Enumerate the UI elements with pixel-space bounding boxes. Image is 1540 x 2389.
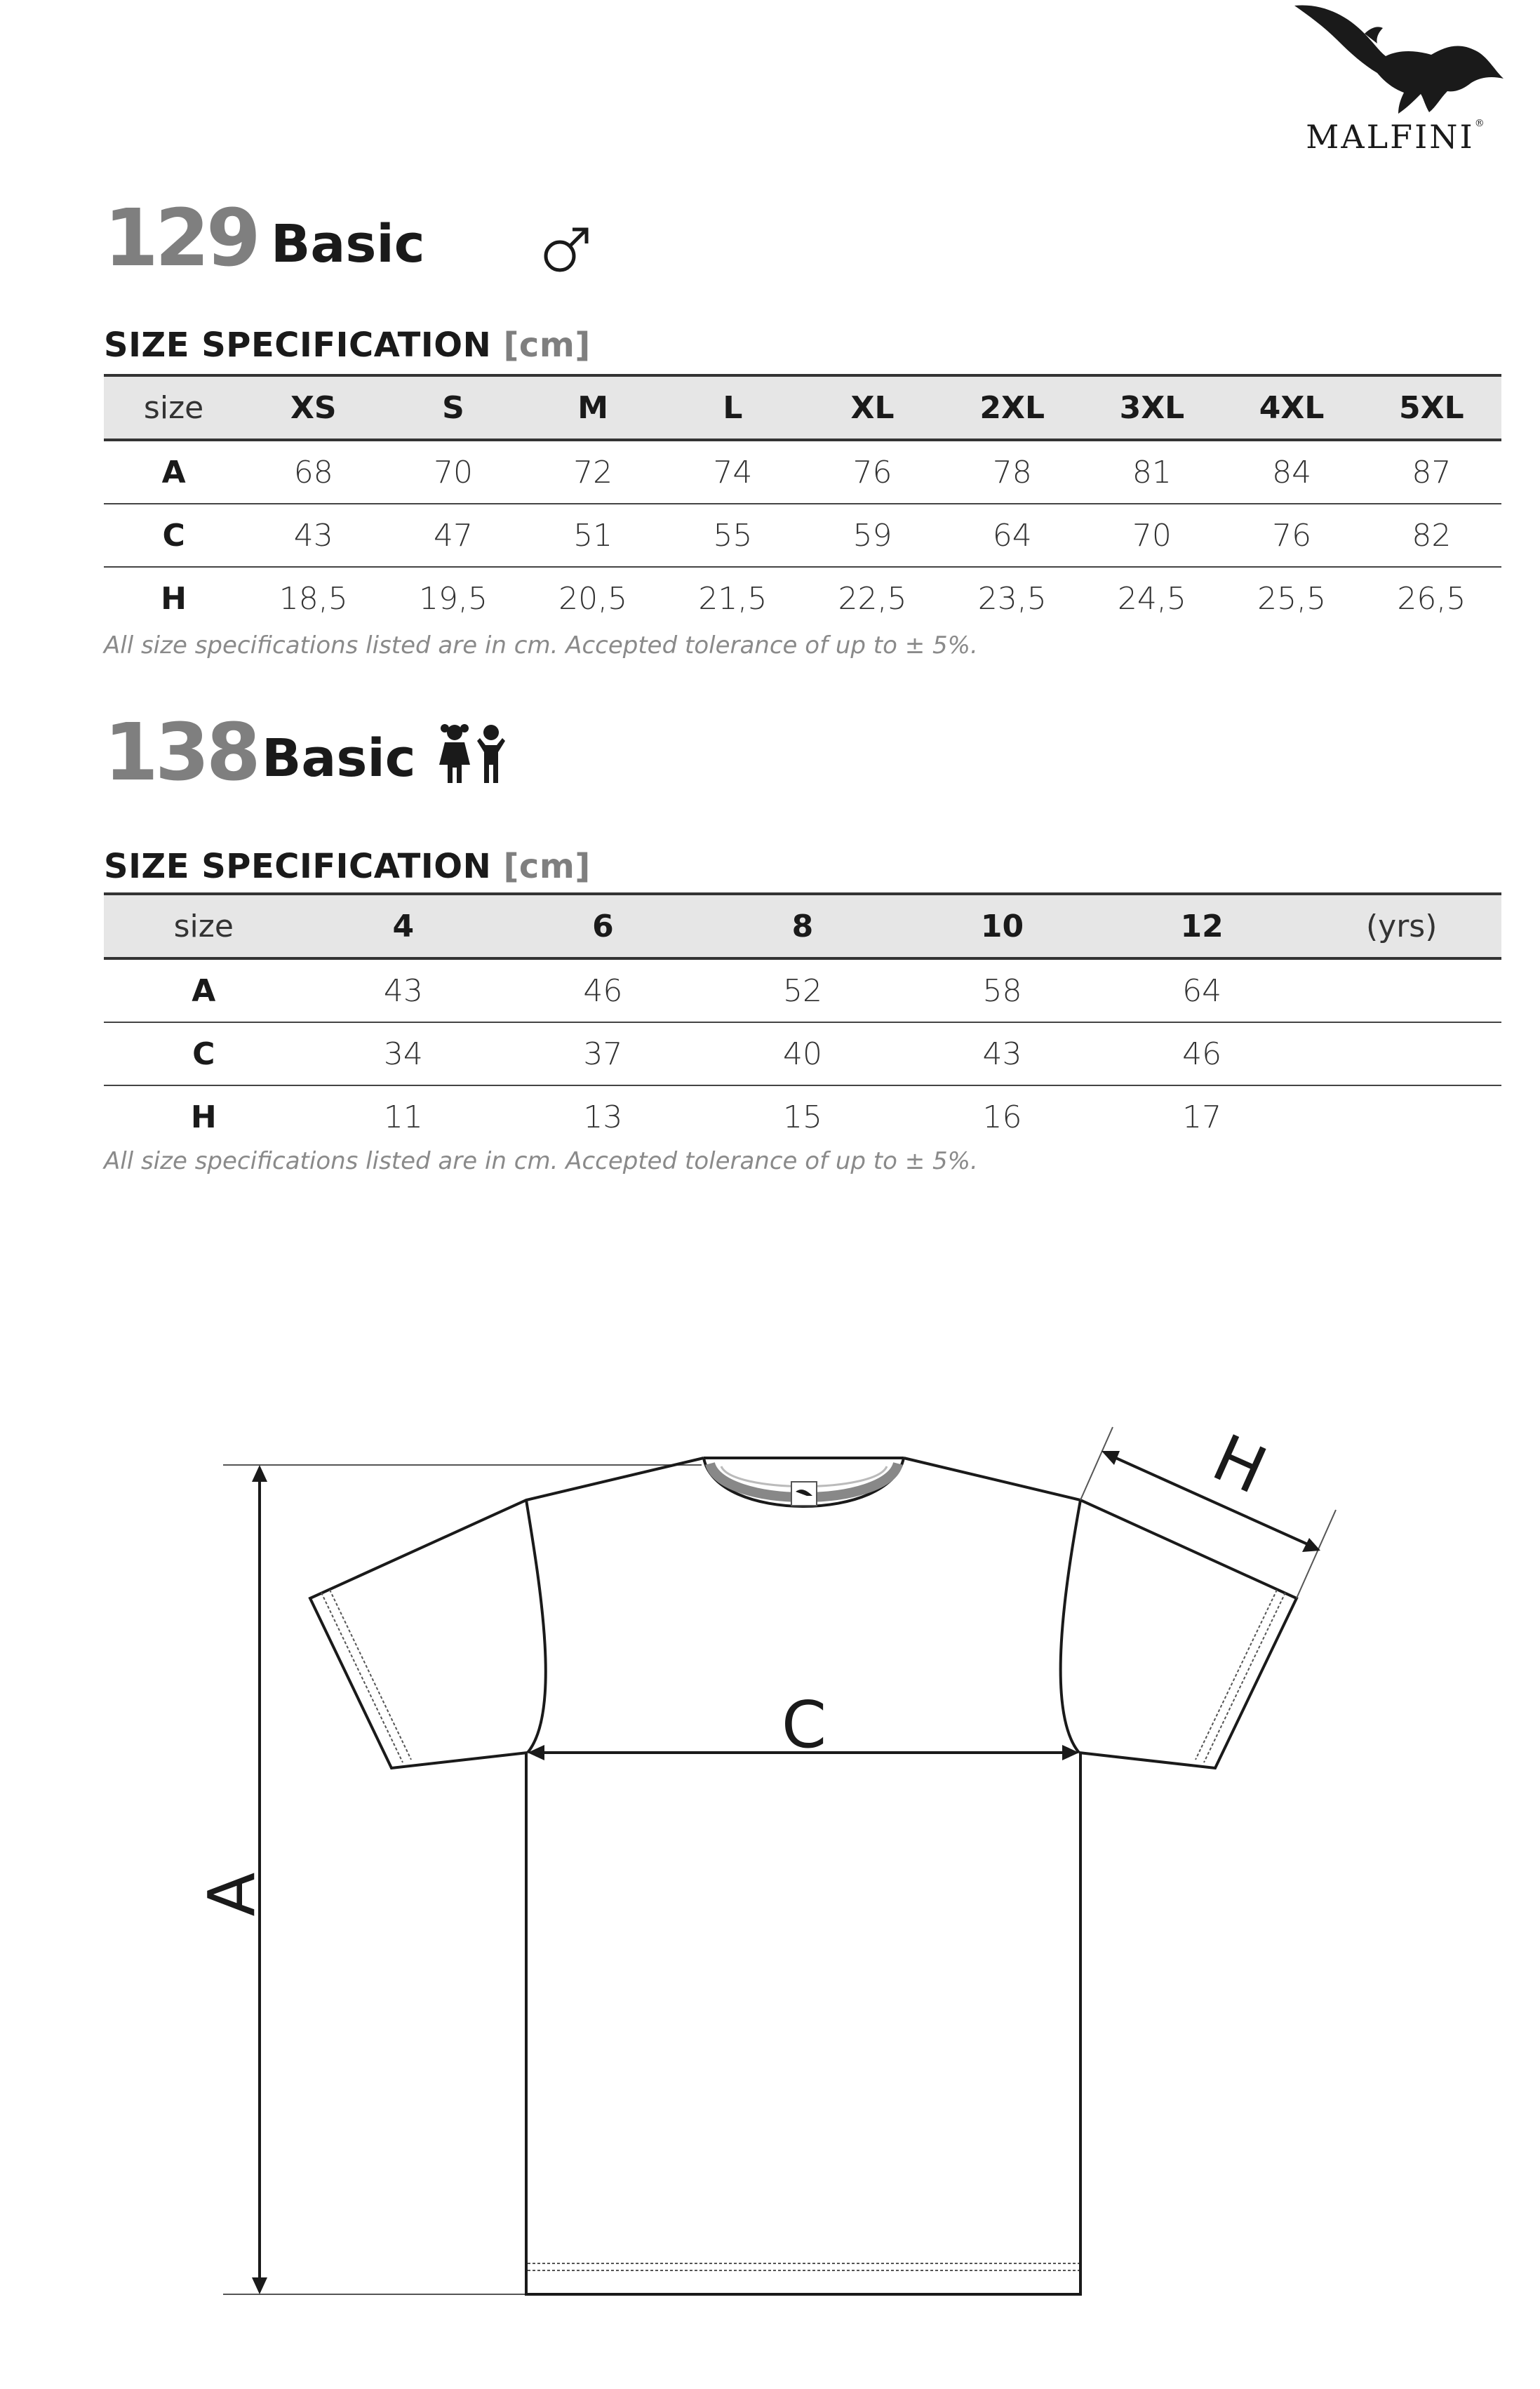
cell: 76 <box>1272 517 1312 554</box>
neck-label-icon <box>791 1482 817 1506</box>
header-yrs: (yrs) <box>1301 894 1501 958</box>
cell: 46 <box>1182 1036 1222 1072</box>
header-4xl: 4XL <box>1222 375 1362 440</box>
header-4: 4 <box>304 894 504 958</box>
header-size: size <box>104 894 304 958</box>
cell: 18,5 <box>279 580 348 617</box>
cell: 84 <box>1272 454 1312 490</box>
table-row <box>104 1022 1501 1085</box>
row-label: C <box>192 1036 215 1072</box>
size-table-129 <box>104 374 1501 629</box>
header-l: L <box>663 375 803 440</box>
cell: 22,5 <box>838 580 907 617</box>
cell: 43 <box>982 1036 1022 1072</box>
header-xs: XS <box>243 375 383 440</box>
cell: 26,5 <box>1397 580 1466 617</box>
cell <box>1301 958 1501 1022</box>
cell: 82 <box>1412 517 1452 554</box>
header-size: size <box>104 375 243 440</box>
brand-name: MALFINI® <box>1306 118 1487 156</box>
header-12: 12 <box>1102 894 1302 958</box>
product-name: Basic <box>262 728 416 789</box>
table-row <box>104 504 1501 567</box>
cell: 58 <box>982 972 1022 1009</box>
tshirt-outline <box>310 1458 1297 2294</box>
cell: 11 <box>383 1099 423 1135</box>
table-header-row <box>104 894 1501 958</box>
brand-logo <box>1280 0 1512 168</box>
cell: 72 <box>573 454 613 490</box>
header-8: 8 <box>703 894 903 958</box>
cell: 64 <box>992 517 1032 554</box>
label-h: H <box>1202 1420 1278 1509</box>
table-row <box>104 1085 1501 1148</box>
product-name: Basic <box>271 214 425 274</box>
row-label: A <box>192 972 216 1009</box>
eagle-icon <box>1280 0 1512 119</box>
cell: 55 <box>713 517 753 554</box>
measure-h-arrow <box>1102 1451 1320 1552</box>
tolerance-note-129: All size specifications listed are in cm. Accepted tolerance of up to ± 5%. <box>104 631 978 660</box>
h-guide-left <box>1080 1427 1113 1500</box>
table-row <box>104 440 1501 504</box>
cell: 68 <box>293 454 333 490</box>
cell: 52 <box>782 972 822 1009</box>
cell: 17 <box>1182 1099 1222 1135</box>
header-6: 6 <box>503 894 703 958</box>
product-number: 138 <box>104 707 257 798</box>
label-c: C <box>781 1687 827 1762</box>
cell: 13 <box>583 1099 623 1135</box>
product-heading-138 <box>104 707 735 798</box>
table-row <box>104 958 1501 1022</box>
cell: 47 <box>433 517 473 554</box>
table-row <box>104 567 1501 629</box>
cell: 37 <box>583 1036 623 1072</box>
kids-icon <box>434 723 511 786</box>
row-label: A <box>161 454 186 490</box>
cell: 25,5 <box>1257 580 1327 617</box>
cell: 20,5 <box>558 580 628 617</box>
cell: 43 <box>383 972 423 1009</box>
cell: 24,5 <box>1117 580 1186 617</box>
male-symbol-icon <box>539 221 595 277</box>
product-heading-129 <box>104 193 735 284</box>
header-2xl: 2XL <box>942 375 1082 440</box>
cell: 76 <box>852 454 892 490</box>
header-m: M <box>523 375 663 440</box>
size-table-138 <box>104 892 1501 1148</box>
header-10: 10 <box>902 894 1102 958</box>
header-xl: XL <box>803 375 942 440</box>
cell: 46 <box>583 972 623 1009</box>
cell: 40 <box>782 1036 822 1072</box>
row-label: C <box>162 517 185 554</box>
cell: 16 <box>982 1099 1022 1135</box>
product-number: 129 <box>104 193 257 284</box>
row-label: H <box>161 580 187 617</box>
cell: 64 <box>1182 972 1222 1009</box>
cell: 70 <box>1132 517 1172 554</box>
row-label: H <box>190 1099 217 1135</box>
cell: 81 <box>1132 454 1172 490</box>
cell: 43 <box>293 517 333 554</box>
cell: 19,5 <box>418 580 488 617</box>
h-guide-right <box>1297 1510 1336 1598</box>
cell: 15 <box>782 1099 822 1135</box>
cell: 70 <box>433 454 473 490</box>
cell: 74 <box>713 454 753 490</box>
table-header-row <box>104 375 1501 440</box>
cell: 51 <box>573 517 613 554</box>
hem-stitching <box>528 2263 1079 2270</box>
header-5xl: 5XL <box>1362 375 1501 440</box>
spec-title-129: SIZE SPECIFICATION [cm] <box>104 326 591 365</box>
cell: 59 <box>852 517 892 554</box>
header-s: S <box>383 375 523 440</box>
cell: 87 <box>1412 454 1452 490</box>
cell: 23,5 <box>977 580 1047 617</box>
cell <box>1301 1022 1501 1085</box>
cell: 78 <box>992 454 1032 490</box>
tolerance-note-138: All size specifications listed are in cm. Accepted tolerance of up to ± 5%. <box>104 1147 978 1175</box>
header-3xl: 3XL <box>1082 375 1221 440</box>
spec-title-138: SIZE SPECIFICATION [cm] <box>104 847 591 886</box>
tshirt-measurement-diagram <box>0 1403 1540 2389</box>
label-a: A <box>194 1872 269 1917</box>
cell: 34 <box>383 1036 423 1072</box>
cell <box>1301 1085 1501 1148</box>
cell: 21,5 <box>698 580 768 617</box>
